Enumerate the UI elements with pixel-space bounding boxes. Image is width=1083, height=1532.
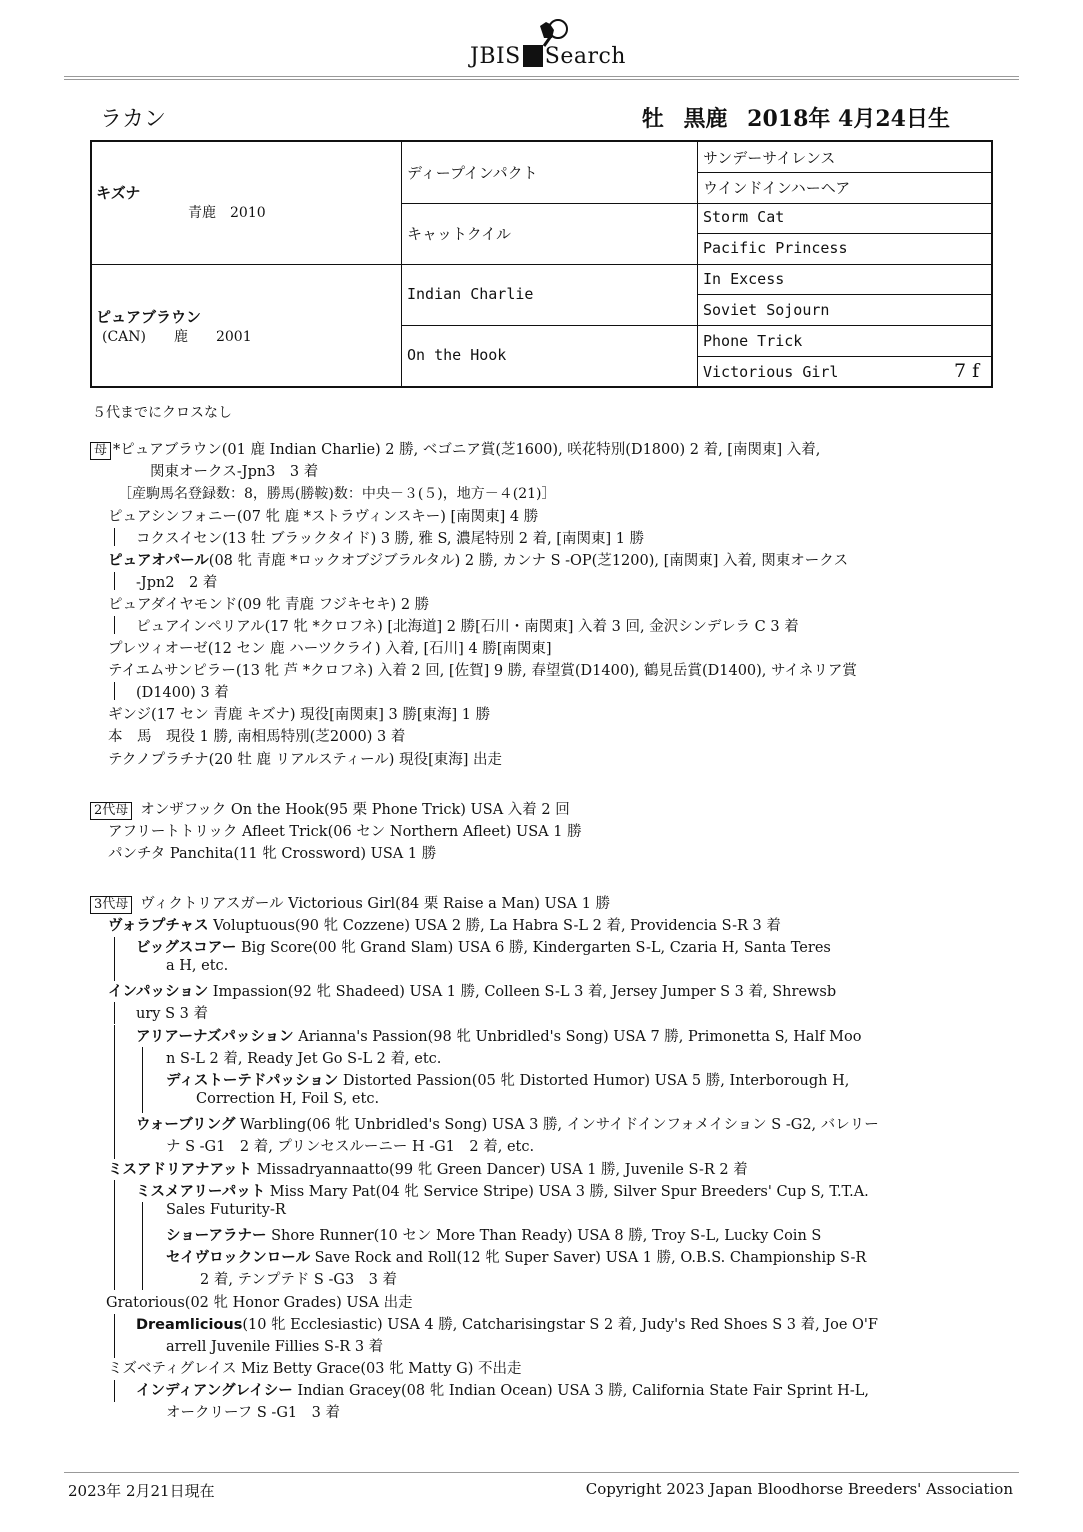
pedigree-row-divider-e1	[697, 172, 991, 173]
branch-line	[114, 1025, 115, 1159]
gen3-produce-4-child-name: Dreamlicious	[136, 1317, 243, 1333]
gen3-produce-2-name: インパッション	[108, 984, 209, 1000]
gen3-produce-2-child-2-record: Warbling(06 牝 Unbridled's Song) USA 3 勝, インサイドインフォメイション S -G2, バレリー	[235, 1117, 879, 1133]
gen3-produce-1-record: Voluptuous(90 牝 Cozzene) USA 2 勝, La Habra S-L 2 着, Providencia S-R 3 着	[208, 918, 781, 934]
dam-record: *ピュアブラウン(01 鹿 Indian Charlie) 2 勝, ベゴニア賞(芝1600), 咲花特別(D1800) 2 着, [南関東] 入着,	[113, 442, 821, 458]
gen3-produce-5-child	[136, 1379, 869, 1400]
produce-line-4: プレツィオーゼ(12 セン 鹿 ハーツクライ) 入着, [石川] 4 勝[南関東]	[108, 641, 552, 657]
gen3-produce-5-child-cont: オークリーフ S -G1 3 着	[166, 1405, 340, 1421]
gen3-produce-5-child-name: インディアングレイシー	[136, 1383, 293, 1399]
logo-text-right: Search	[544, 44, 626, 69]
gen3-produce-1-child-name: ビッグスコアー	[136, 940, 237, 956]
pedigree-ddd[interactable]: Victorious Girl	[703, 363, 839, 381]
pedigree-row-divider-e3	[697, 233, 991, 234]
pedigree-row-divider-q1	[401, 203, 991, 204]
footer-date: 2023年 2月21日現在	[68, 1482, 215, 1500]
pedigree-row-divider-e5	[697, 294, 991, 295]
gen3-produce-3-grandchild-2-name: セイヴロックンロール	[166, 1250, 310, 1266]
gen3-produce-2-grandchild-name: ディストーテドパッション	[166, 1073, 339, 1089]
pedigree-ssd[interactable]: ウインドインハーヘア	[703, 179, 851, 197]
produce-line-2-cont: -Jpn2 2 着	[136, 575, 218, 591]
produce-line-1-child: コクスイセン(13 牡 ブラックタイド) 3 勝, 雅 S, 濃尾特別 2 着, [南関東] 1 勝	[136, 531, 645, 547]
gen3-produce-2-grandchild	[166, 1069, 849, 1090]
gen2-produce-2: パンチタ Panchita(11 牝 Crossword) USA 1 勝	[108, 846, 437, 862]
gen3-produce-1-child	[136, 936, 831, 957]
branch-line	[114, 528, 115, 546]
horse-name: ラカン	[100, 107, 167, 132]
header-divider	[64, 76, 1019, 77]
gen3-produce-2-child-1-record: Arianna's Passion(98 牝 Unbridled's Song) USA 7 勝, Primonetta S, Half Moo	[293, 1029, 862, 1045]
footer-copyright: Copyright 2023 Japan Bloodhorse Breeders' Association	[585, 1480, 1013, 1498]
horse-birth: 2018年 4月24日生	[747, 106, 950, 132]
horse-color: 黒鹿	[683, 106, 728, 132]
cross-note: ５代までにクロスなし	[92, 405, 232, 421]
pedigree-row-divider-mid	[92, 264, 991, 265]
branch-line	[142, 1047, 143, 1113]
gen3-produce-3-grandchild-2-record: Save Rock and Roll(12 牝 Super Saver) USA 1 勝, O.B.S. Championship S-R	[309, 1250, 867, 1266]
gen3-produce-3-child-cont: Sales Futurity-R	[166, 1202, 286, 1218]
pedigree-family-number: 7 f	[954, 360, 980, 382]
gen3-produce-1-child-record: Big Score(00 牝 Grand Slam) USA 6 勝, Kindergarten S-L, Czaria H, Santa Teres	[236, 940, 831, 956]
gen3-produce-1-child-cont: a H, etc.	[166, 958, 229, 974]
horse-sex: 牡	[641, 106, 664, 132]
pedigree-dam-name[interactable]: ピュアブラウン	[96, 308, 202, 326]
logo-text-left: JBIS	[470, 44, 521, 69]
gen3-produce-1-name: ヴォラプチャス	[108, 918, 209, 934]
pedigree-dd[interactable]: On the Hook	[407, 346, 507, 364]
pedigree-table	[90, 140, 993, 388]
gen3-produce-3-name: ミスアドリアナアット	[108, 1162, 252, 1178]
pedigree-ds[interactable]: Indian Charlie	[407, 285, 534, 303]
gen3-produce-2-child-1-cont: n S-L 2 着, Ready Jet Go S-L 2 着, etc.	[166, 1051, 442, 1067]
dam-line	[90, 438, 820, 460]
pedigree-sire-name[interactable]: キズナ	[96, 184, 141, 202]
produce-line-2	[108, 549, 848, 570]
pedigree-dss[interactable]: In Excess	[703, 270, 785, 288]
produce-line-3: ピュアダイヤモンド(09 牝 青鹿 フジキセキ) 2 勝	[108, 597, 430, 613]
dam-tag: 母	[90, 442, 111, 460]
gen3-produce-3-child	[136, 1180, 869, 1201]
pedigree-sire-info: 青鹿 2010	[188, 205, 266, 221]
gen3-line	[90, 892, 610, 914]
gen3-produce-3-grandchild-1	[166, 1224, 821, 1245]
jbis-logo[interactable]	[470, 44, 626, 69]
gen3-produce-4: Gratorious(02 牝 Honor Grades) USA 出走	[106, 1295, 413, 1311]
produce-line-1: ピュアシンフォニー(07 牝 鹿 *ストラヴィンスキー) [南関東] 4 勝	[108, 509, 539, 525]
produce-line-3-child: ピュアインペリアル(17 牝 *クロフネ) [北海道] 2 勝[石川・南関東] 入着 3 回, 金沢シンデレラ C 3 着	[136, 619, 799, 635]
pedigree-sd[interactable]: キャットクイル	[407, 225, 511, 243]
gen3-produce-2-child-2	[136, 1113, 879, 1134]
gen3-produce-2-grandchild-record: Distorted Passion(05 牝 Distorted Humor) USA 5 勝, Interborough H,	[338, 1073, 850, 1089]
gen3-produce-3-grandchild-2-cont: 2 着, テンプテド S -G3 3 着	[200, 1272, 398, 1288]
branch-line	[114, 937, 115, 981]
gen3-produce-2-child-2-name: ウォーブリング	[136, 1117, 236, 1133]
gen3-produce-3-record: Missadryannaatto(99 牝 Green Dancer) USA 1 勝, Juvenile S-R 2 着	[251, 1162, 748, 1178]
gen2-line	[90, 798, 570, 820]
branch-line	[114, 1314, 115, 1358]
gen3-produce-2-child-1	[136, 1025, 861, 1046]
gen3-produce-3-grandchild-1-record: Shore Runner(10 セン More Than Ready) USA 8 勝, Troy S-L, Lucky Coin S	[266, 1228, 822, 1244]
branch-line	[114, 1180, 115, 1290]
produce-line-5-cont: (D1400) 3 着	[136, 685, 229, 701]
logo-box-icon	[523, 45, 543, 67]
gen3-produce-2-cont: ury S 3 着	[136, 1006, 208, 1022]
produce-line-this-horse: 本 馬 現役 1 勝, 南相馬特別(芝2000) 3 着	[108, 729, 406, 745]
gen3-produce-3-grandchild-2	[166, 1246, 866, 1267]
produce-line-7: テクノプラチナ(20 牡 鹿 リアルスティール) 現役[東海] 出走	[108, 752, 502, 768]
gen3-record: ヴィクトリアスガール Victorious Girl(84 栗 Raise a Man) USA 1 勝	[140, 896, 611, 912]
pedigree-row-divider-q3	[401, 325, 991, 326]
gen3-produce-5: ミズベティグレイス Miz Betty Grace(03 牝 Matty G) 不出走	[108, 1361, 522, 1377]
gen3-produce-4-child-record: (10 牝 Ecclesiastic) USA 4 勝, Catcharisingstar S 2 着, Judy's Red Shoes S 3 着, Joe O'F	[242, 1317, 878, 1333]
branch-line	[114, 572, 115, 590]
gen3-produce-1	[108, 914, 781, 935]
gen3-produce-3-grandchild-1-name: ショーアラナー	[166, 1228, 267, 1244]
header-divider-2	[64, 79, 1019, 80]
gen3-produce-4-child	[136, 1313, 878, 1334]
branch-line	[114, 616, 115, 634]
gen2-tag: 2代母	[90, 802, 132, 820]
gen3-produce-3-child-name: ミスメアリーパット	[136, 1184, 266, 1200]
dam-produce-summary: ［産駒馬名登録数：8，勝馬(勝鞍)数：中央－３(５)，地方－４(21)］	[118, 486, 556, 502]
gen2-record: オンザフック On the Hook(95 栗 Phone Trick) USA 入着 2 回	[140, 802, 570, 818]
pedigree-sds[interactable]: Storm Cat	[703, 208, 785, 226]
footer-divider	[64, 1472, 1019, 1473]
gen3-produce-2-record: Impassion(92 牝 Shadeed) USA 1 勝, Colleen S-L 3 着, Jersey Jumper S 3 着, Shrewsb	[208, 984, 837, 1000]
page-header	[0, 0, 1083, 86]
pedigree-dam-info: (CAN) 鹿 2001	[102, 329, 252, 345]
branch-line	[142, 1202, 143, 1290]
horse-info	[630, 102, 950, 133]
branch-line	[114, 1380, 115, 1402]
gen3-produce-2-child-1-name: アリアーナズパッション	[136, 1029, 294, 1045]
pedigree-ss[interactable]: ディープインパクト	[407, 164, 538, 182]
gen3-produce-3	[108, 1158, 748, 1179]
gen3-produce-5-child-record: Indian Gracey(08 牝 Indian Ocean) USA 3 勝, California State Fair Sprint H-L,	[292, 1383, 869, 1399]
gen3-tag: 3代母	[90, 896, 132, 914]
horse-title-row	[100, 102, 970, 134]
gen3-produce-2-child-2-cont: ナ S -G1 2 着, プリンセスルーニー H -G1 2 着, etc.	[166, 1139, 535, 1155]
produce-line-2-name: ピュアオパール	[108, 553, 209, 569]
dam-record-cont: 関東オークス-Jpn3 3 着	[150, 464, 319, 480]
produce-line-2-record: (08 牝 青鹿 *ロックオブジブラルタル) 2 勝, カンナ S -OP(芝1200), [南関東] 入着, 関東オークス	[208, 553, 849, 569]
branch-line	[114, 682, 115, 700]
gen3-produce-2-grandchild-cont: Correction H, Foil S, etc.	[196, 1091, 380, 1107]
gen3-produce-3-child-record: Miss Mary Pat(04 牝 Service Stripe) USA 3 勝, Silver Spur Breeders' Cup S, T.T.A.	[265, 1184, 869, 1200]
gen3-produce-2	[108, 980, 836, 1001]
produce-line-6: ギンジ(17 セン 青鹿 キズナ) 現役[南関東] 3 勝[東海] 1 勝	[108, 707, 491, 723]
pedigree-sss[interactable]: サンデーサイレンス	[703, 149, 836, 167]
pedigree-dsd[interactable]: Soviet Sojourn	[703, 301, 830, 319]
produce-line-5: テイエムサンピラー(13 牝 芦 *クロフネ) 入着 2 回, [佐賀] 9 勝, 春望賞(D1400), 鶴見岳賞(D1400), サイネリア賞	[108, 663, 857, 679]
pedigree-dds[interactable]: Phone Trick	[703, 332, 803, 350]
gen2-produce-1: アフリートトリック Afleet Trick(06 セン Northern Afleet) USA 1 勝	[108, 824, 582, 840]
branch-line	[114, 1002, 115, 1024]
gen3-produce-4-child-cont: arrell Juvenile Fillies S-R 3 着	[166, 1339, 384, 1355]
pedigree-row-divider-e7	[697, 356, 991, 357]
pedigree-sdd[interactable]: Pacific Princess	[703, 239, 848, 257]
